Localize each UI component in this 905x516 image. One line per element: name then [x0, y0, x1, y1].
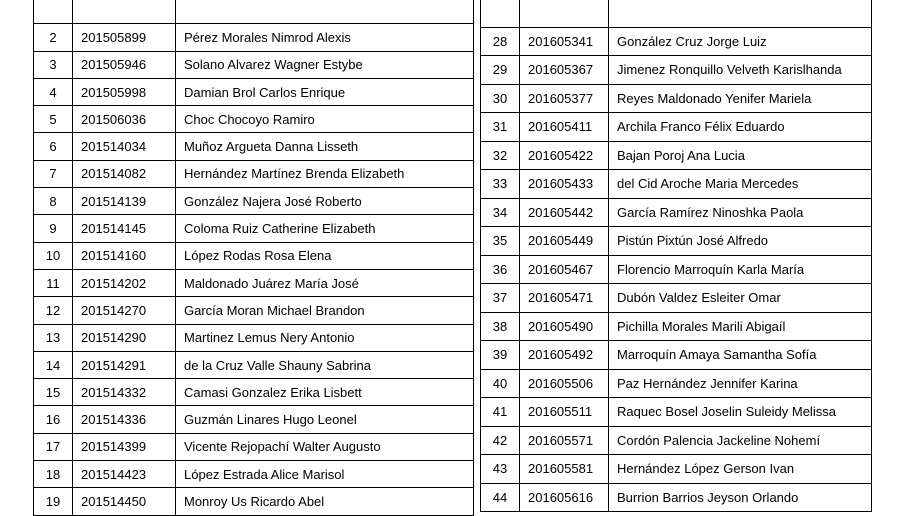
student-name-cell: Florencio Marroquín Karla María	[609, 255, 872, 284]
student-name-cell: Choc Chocoyo Ramiro	[176, 106, 474, 133]
student-id-cell: 201605471	[520, 284, 609, 313]
student-name-cell: López Estrada Alice Marisol	[176, 461, 474, 488]
student-id-cell: 201605492	[520, 341, 609, 370]
row-number-cell: 17	[34, 433, 73, 460]
roster-body-left	[34, 0, 474, 515]
student-name-cell: Cordón Palencia Jackeline Nohemí	[609, 426, 872, 455]
student-id-cell: 201605341	[520, 27, 609, 56]
student-id-cell: 201605616	[520, 483, 609, 512]
row-number-cell: 19	[34, 488, 73, 515]
row-number-cell: 28	[481, 27, 520, 56]
row-number-cell: 39	[481, 341, 520, 370]
student-name-cell: García Moran Michael Brandon	[176, 297, 474, 324]
table-row	[34, 133, 474, 160]
row-number-cell: 5	[34, 106, 73, 133]
row-number-cell: 14	[34, 351, 73, 378]
row-number-cell: 9	[34, 215, 73, 242]
row-number-cell: 8	[34, 188, 73, 215]
student-name-cell: Reyes Maldonado Yenifer Mariela	[609, 84, 872, 113]
student-id-cell: 201605367	[520, 56, 609, 85]
table-row	[481, 398, 872, 427]
student-id-cell: 201505899	[73, 24, 176, 51]
student-name-cell: Solano Alvarez Wagner Estybe	[176, 51, 474, 78]
table-row	[481, 483, 872, 512]
table-row	[481, 113, 872, 142]
student-name-cell: Damian Brol Carlos Enrique	[176, 78, 474, 105]
student-id-cell: 201514139	[73, 188, 176, 215]
student-name-cell: Pistún Pixtún José Alfredo	[609, 227, 872, 256]
row-number-cell: 35	[481, 227, 520, 256]
table-row	[481, 27, 872, 56]
table-row	[34, 433, 474, 460]
student-id-cell: 201514270	[73, 297, 176, 324]
table-row	[34, 461, 474, 488]
row-number-cell	[481, 0, 520, 27]
row-number-cell: 41	[481, 398, 520, 427]
student-id-cell: 201605377	[520, 84, 609, 113]
table-row	[34, 351, 474, 378]
student-name-cell: Marroquín Amaya Samantha Sofía	[609, 341, 872, 370]
student-name-cell: de la Cruz Valle Shauny Sabrina	[176, 351, 474, 378]
row-number-cell: 30	[481, 84, 520, 113]
row-number-cell: 34	[481, 198, 520, 227]
student-id-cell: 201605433	[520, 170, 609, 199]
row-number-cell	[34, 0, 73, 24]
student-id-cell: 201605490	[520, 312, 609, 341]
student-id-cell: 201514332	[73, 379, 176, 406]
student-name-cell: López Rodas Rosa Elena	[176, 242, 474, 269]
row-number-cell: 11	[34, 269, 73, 296]
roster-body-right	[481, 0, 872, 512]
student-id-cell	[520, 0, 609, 27]
row-number-cell: 4	[34, 78, 73, 105]
student-name-cell: Muñoz Argueta Danna Lisseth	[176, 133, 474, 160]
table-row	[481, 84, 872, 113]
table-row	[481, 312, 872, 341]
student-name-cell: Hernández Martínez Brenda Elizabeth	[176, 160, 474, 187]
table-row	[481, 56, 872, 85]
student-id-cell: 201505998	[73, 78, 176, 105]
student-name-cell: Vicente Rejopachí Walter Augusto	[176, 433, 474, 460]
table-row	[481, 227, 872, 256]
student-name-cell: Martinez Lemus Nery Antonio	[176, 324, 474, 351]
row-number-cell: 38	[481, 312, 520, 341]
student-name-cell: Dubón Valdez Esleiter Omar	[609, 284, 872, 313]
table-row	[34, 51, 474, 78]
student-name-cell: Bajan Poroj Ana Lucia	[609, 141, 872, 170]
table-row	[34, 24, 474, 51]
student-id-cell: 201514423	[73, 461, 176, 488]
row-number-cell: 37	[481, 284, 520, 313]
student-id-cell: 201605571	[520, 426, 609, 455]
table-row	[34, 215, 474, 242]
student-id-cell: 201514145	[73, 215, 176, 242]
student-name-cell: González Cruz Jorge Luiz	[609, 27, 872, 56]
student-name-cell: Coloma Ruiz Catherine Elizabeth	[176, 215, 474, 242]
row-number-cell: 40	[481, 369, 520, 398]
student-id-cell: 201605511	[520, 398, 609, 427]
table-row	[481, 369, 872, 398]
table-row	[481, 455, 872, 484]
table-row	[481, 284, 872, 313]
table-row	[481, 0, 872, 27]
student-id-cell: 201514160	[73, 242, 176, 269]
student-id-cell: 201514202	[73, 269, 176, 296]
student-name-cell	[609, 0, 872, 27]
table-row	[34, 106, 474, 133]
table-row	[34, 406, 474, 433]
table-row	[34, 488, 474, 515]
row-number-cell: 7	[34, 160, 73, 187]
student-name-cell: Camasi Gonzalez Erika Lisbett	[176, 379, 474, 406]
table-row	[481, 141, 872, 170]
student-id-cell: 201605581	[520, 455, 609, 484]
student-id-cell: 201506036	[73, 106, 176, 133]
student-name-cell: González Najera José Roberto	[176, 188, 474, 215]
student-roster-left	[33, 0, 474, 516]
student-name-cell: Guzmán Linares Hugo Leonel	[176, 406, 474, 433]
table-row	[34, 188, 474, 215]
student-name-cell: Paz Hernández Jennifer Karina	[609, 369, 872, 398]
student-id-cell: 201505946	[73, 51, 176, 78]
table-row	[34, 78, 474, 105]
student-id-cell: 201514082	[73, 160, 176, 187]
student-name-cell: Raquec Bosel Joselin Suleidy Melissa	[609, 398, 872, 427]
student-id-cell: 201605449	[520, 227, 609, 256]
student-name-cell: Archila Franco Félix Eduardo	[609, 113, 872, 142]
row-number-cell: 10	[34, 242, 73, 269]
row-number-cell: 3	[34, 51, 73, 78]
row-number-cell: 29	[481, 56, 520, 85]
table-row	[34, 324, 474, 351]
student-id-cell: 201514336	[73, 406, 176, 433]
table-row	[481, 426, 872, 455]
student-id-cell: 201605411	[520, 113, 609, 142]
student-id-cell: 201514290	[73, 324, 176, 351]
row-number-cell: 32	[481, 141, 520, 170]
student-name-cell: Burrion Barrios Jeyson Orlando	[609, 483, 872, 512]
student-id-cell: 201605467	[520, 255, 609, 284]
row-number-cell: 44	[481, 483, 520, 512]
row-number-cell: 13	[34, 324, 73, 351]
row-number-cell: 18	[34, 461, 73, 488]
student-id-cell	[73, 0, 176, 24]
row-number-cell: 36	[481, 255, 520, 284]
table-row	[481, 198, 872, 227]
student-id-cell: 201514034	[73, 133, 176, 160]
row-number-cell: 42	[481, 426, 520, 455]
table-row	[481, 341, 872, 370]
table-row	[34, 269, 474, 296]
row-number-cell: 31	[481, 113, 520, 142]
table-row	[34, 0, 474, 24]
student-name-cell: Monroy Us Ricardo Abel	[176, 488, 474, 515]
table-row	[34, 297, 474, 324]
student-name-cell: García Ramírez Ninoshka Paola	[609, 198, 872, 227]
row-number-cell: 12	[34, 297, 73, 324]
table-row	[34, 379, 474, 406]
row-number-cell: 43	[481, 455, 520, 484]
student-name-cell: Jimenez Ronquillo Velveth Karislhanda	[609, 56, 872, 85]
student-name-cell: Pichilla Morales Marili Abigaíl	[609, 312, 872, 341]
student-name-cell	[176, 0, 474, 24]
student-name-cell: Maldonado Juárez María José	[176, 269, 474, 296]
row-number-cell: 2	[34, 24, 73, 51]
student-name-cell: Hernández López Gerson Ivan	[609, 455, 872, 484]
student-id-cell: 201605442	[520, 198, 609, 227]
table-row	[34, 242, 474, 269]
student-id-cell: 201605422	[520, 141, 609, 170]
row-number-cell: 6	[34, 133, 73, 160]
row-number-cell: 33	[481, 170, 520, 199]
table-row	[34, 160, 474, 187]
student-id-cell: 201514450	[73, 488, 176, 515]
row-number-cell: 16	[34, 406, 73, 433]
table-row	[481, 170, 872, 199]
student-name-cell: del Cid Aroche Maria Mercedes	[609, 170, 872, 199]
student-id-cell: 201605506	[520, 369, 609, 398]
table-row	[481, 255, 872, 284]
student-id-cell: 201514291	[73, 351, 176, 378]
student-name-cell: Pérez Morales Nimrod Alexis	[176, 24, 474, 51]
row-number-cell: 15	[34, 379, 73, 406]
student-id-cell: 201514399	[73, 433, 176, 460]
student-roster-right	[480, 0, 872, 512]
